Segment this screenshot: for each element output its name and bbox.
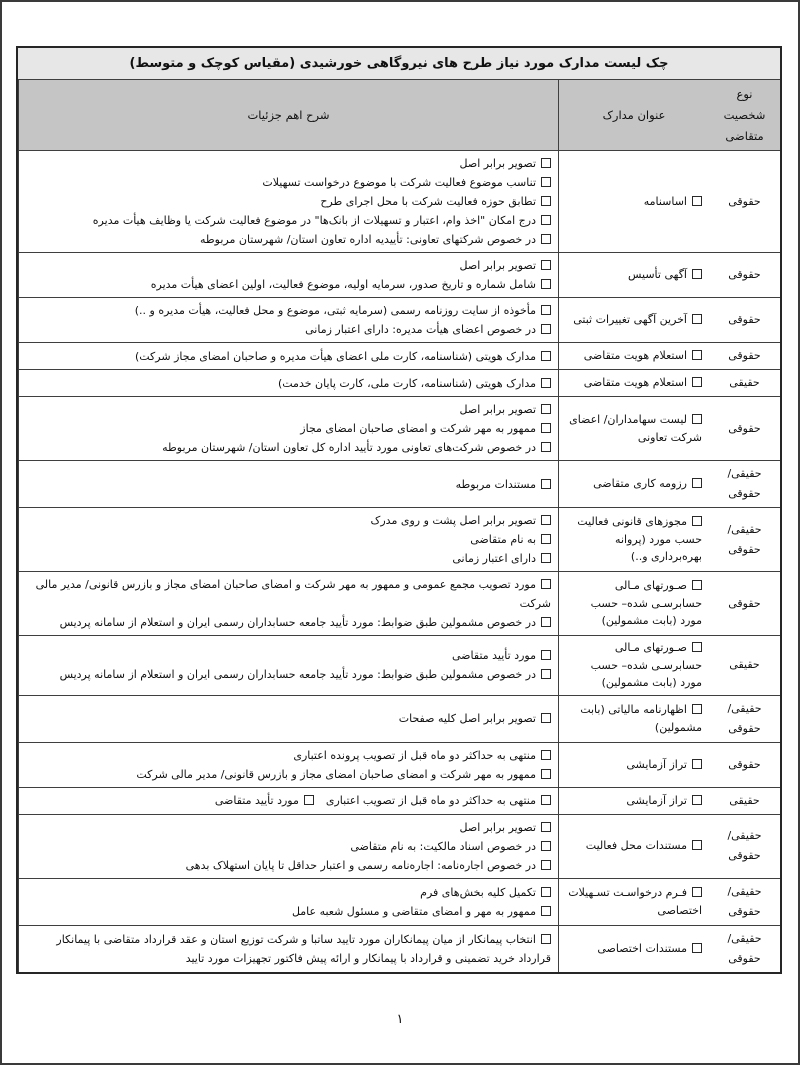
detail-line bbox=[26, 173, 551, 192]
checkbox-icon[interactable] bbox=[692, 795, 702, 805]
detail-item: تصویر برابر اصل bbox=[460, 259, 551, 272]
table-row bbox=[18, 815, 780, 879]
document-title: مجوزهای قانونی فعالیت حسب مورد (پروانه بهره‌برداری و..) bbox=[577, 515, 702, 564]
detail-item: دارای اعتبار زمانی bbox=[452, 552, 551, 565]
detail-line bbox=[26, 902, 551, 921]
table-row bbox=[18, 636, 780, 696]
applicant-type-cell: حقوقی bbox=[728, 421, 761, 435]
detail-item: در خصوص مشمولین طبق ضوابط: مورد تأیید جامعه حسابداران رسمی ایران و استعلام از سامانه پردیس bbox=[60, 668, 551, 681]
table-row bbox=[18, 926, 780, 972]
details-cell bbox=[18, 370, 558, 396]
checkbox-icon[interactable] bbox=[541, 841, 551, 851]
checkbox-icon[interactable] bbox=[541, 260, 551, 270]
page-number: ۱ bbox=[396, 1012, 404, 1027]
checkbox-icon[interactable] bbox=[541, 887, 551, 897]
checkbox-icon[interactable] bbox=[692, 759, 702, 769]
checkbox-icon[interactable] bbox=[541, 795, 551, 805]
document-title-cell bbox=[558, 788, 709, 814]
checkbox-icon[interactable] bbox=[692, 580, 702, 590]
checkbox-icon[interactable] bbox=[541, 177, 551, 187]
checkbox-icon[interactable] bbox=[541, 423, 551, 433]
detail-item: ممهور به مهر و امضای متقاضی و مسئول شعبه عامل bbox=[292, 905, 551, 918]
details-cell bbox=[18, 343, 558, 369]
checkbox-icon[interactable] bbox=[541, 515, 551, 525]
table-row bbox=[18, 298, 780, 343]
document-title-cell bbox=[558, 696, 709, 742]
details-cell bbox=[18, 397, 558, 460]
details-cell bbox=[18, 696, 558, 742]
checkbox-icon[interactable] bbox=[541, 669, 551, 679]
applicant-type-cell: حقوقی bbox=[728, 268, 761, 281]
applicant-type-cell: حقیقی bbox=[729, 658, 760, 672]
detail-item: منتهی به حداکثر دو ماه قبل از تصویب پرونده اعتباری bbox=[293, 749, 551, 762]
details-cell bbox=[18, 572, 558, 635]
header-details: شرح اهم جزئیات bbox=[18, 80, 558, 150]
header-applicant-type: نوع شخصیت متقاضی bbox=[723, 86, 766, 143]
document-title-cell bbox=[558, 151, 709, 252]
table-row bbox=[18, 743, 780, 788]
checkbox-icon[interactable] bbox=[541, 479, 551, 489]
detail-line bbox=[26, 530, 551, 549]
checkbox-icon[interactable] bbox=[541, 215, 551, 225]
detail-line bbox=[26, 211, 551, 230]
checkbox-icon[interactable] bbox=[541, 650, 551, 660]
checkbox-icon[interactable] bbox=[541, 305, 551, 315]
applicant-type-cell: حقیقی/ حقوقی bbox=[727, 829, 762, 862]
details-cell bbox=[18, 636, 558, 695]
table-title: چک لیست مدارک مورد نیاز طرح های نیروگاهی خورشیدی (مقیاس کوچک و متوسط) bbox=[18, 48, 780, 80]
detail-item: در خصوص اجاره‌نامه: اجاره‌نامه رسمی و اعتبار حداقل تا پایان استهلاک بدهی bbox=[186, 859, 551, 872]
checkbox-icon[interactable] bbox=[692, 414, 702, 424]
detail-line bbox=[26, 575, 551, 613]
checkbox-icon[interactable] bbox=[541, 234, 551, 244]
checkbox-icon[interactable] bbox=[541, 713, 551, 723]
table-row bbox=[18, 397, 780, 461]
checkbox-icon[interactable] bbox=[541, 822, 551, 832]
document-title: صـورتهای مـالی حسابرسـی شده– حسب مورد (بابت مشمولین) bbox=[590, 641, 702, 689]
document-title: لیست سهامداران/ اعضای شرکت تعاونی bbox=[569, 413, 702, 444]
document-title-cell bbox=[558, 508, 709, 571]
document-title-cell bbox=[558, 298, 709, 342]
checkbox-icon[interactable] bbox=[692, 840, 702, 850]
applicant-type-cell: حقوقی bbox=[728, 596, 761, 610]
checkbox-icon[interactable] bbox=[692, 478, 702, 488]
document-title-cell bbox=[558, 397, 709, 460]
detail-item: مورد تأیید متقاضی bbox=[215, 794, 314, 807]
detail-line bbox=[26, 709, 551, 728]
applicant-type-cell: حقیقی bbox=[729, 793, 760, 807]
detail-item: تصویر برابر اصل bbox=[460, 157, 551, 170]
checkbox-icon[interactable] bbox=[541, 196, 551, 206]
checkbox-icon[interactable] bbox=[692, 642, 702, 652]
details-cell bbox=[18, 815, 558, 878]
document-title: صـورتهای مـالی حسابرسـی شده– حسب مورد (بابت مشمولین) bbox=[590, 579, 702, 628]
table-row bbox=[18, 696, 780, 743]
detail-line bbox=[26, 475, 551, 494]
detail-item: انتخاب پیمانکار از میان پیمانکاران مورد تایید ساتبا و شرکت توزیع استان و عقد قرارداد متقاضی با پیمانکار قرارداد خرید تضمینی و قرارداد با پیمانکار و ارائه پیش فاکتور تجهیزات مورد تایید bbox=[56, 932, 551, 965]
applicant-type-cell: حقیقی/ حقوقی bbox=[727, 701, 762, 735]
detail-line bbox=[26, 883, 551, 902]
details-cell bbox=[18, 743, 558, 787]
applicant-type-cell: حقیقی bbox=[729, 376, 760, 389]
document-title-cell bbox=[558, 743, 709, 787]
document-title-cell bbox=[558, 253, 709, 297]
table-row bbox=[18, 879, 780, 926]
checkbox-icon[interactable] bbox=[541, 279, 551, 289]
checkbox-icon[interactable] bbox=[541, 553, 551, 563]
table-body bbox=[18, 151, 780, 972]
checkbox-icon[interactable] bbox=[541, 579, 551, 589]
checkbox-icon[interactable] bbox=[692, 314, 702, 324]
document-title: استعلام هویت متقاضی bbox=[566, 347, 702, 365]
details-cell bbox=[18, 151, 558, 252]
checkbox-icon[interactable] bbox=[541, 442, 551, 452]
checkbox-icon[interactable] bbox=[541, 534, 551, 544]
checkbox-icon[interactable] bbox=[541, 769, 551, 779]
detail-item: مدارک هویتی (شناسنامه، کارت ملی اعضای هیأت مدیره و صاحبان امضای مجاز شرکت) bbox=[135, 350, 551, 363]
detail-line bbox=[26, 665, 551, 684]
table-header bbox=[18, 80, 780, 151]
details-cell bbox=[18, 253, 558, 297]
table-row bbox=[18, 343, 780, 370]
detail-item: مورد تأیید متقاضی bbox=[452, 649, 551, 662]
detail-item: شامل شماره و تاریخ صدور، سرمایه اولیه، موضوع فعالیت، اولین اعضای هیأت مدیره bbox=[151, 278, 551, 291]
document-title: رزومه کاری متقاضی bbox=[566, 475, 702, 493]
table-row bbox=[18, 151, 780, 253]
detail-line bbox=[26, 419, 551, 438]
detail-item: تطابق حوزه فعالیت شرکت با محل اجرای طرح bbox=[320, 195, 551, 208]
document-title: آگهی تأسیس bbox=[566, 266, 702, 284]
checkbox-icon[interactable] bbox=[692, 377, 702, 387]
checkbox-icon[interactable] bbox=[692, 887, 702, 897]
document-title: استعلام هویت متقاضی bbox=[566, 374, 702, 392]
applicant-type-cell: حقوقی bbox=[728, 194, 761, 208]
applicant-type-cell: حقوقی bbox=[728, 313, 761, 326]
document-title: مستندات اختصاصی bbox=[566, 940, 702, 958]
detail-line bbox=[26, 374, 551, 393]
detail-line bbox=[26, 400, 551, 419]
table-row bbox=[18, 253, 780, 298]
detail-item: در خصوص اعضای هیأت مدیره: دارای اعتبار زمانی bbox=[305, 323, 551, 336]
document-title-cell bbox=[558, 461, 709, 507]
checkbox-icon[interactable] bbox=[541, 351, 551, 361]
detail-item: در خصوص شرکت‌های تعاونی مورد تأیید اداره کل تعاون استان/ شهرستان مربوطه bbox=[162, 441, 551, 454]
document-title-cell bbox=[558, 815, 709, 878]
detail-line bbox=[26, 765, 551, 784]
detail-line bbox=[26, 746, 551, 765]
detail-item: در خصوص اسناد مالکیت: به نام متقاضی bbox=[350, 840, 551, 853]
table-row bbox=[18, 461, 780, 508]
detail-line bbox=[26, 791, 551, 810]
detail-item: ممهور به مهر شرکت و امضای صاحبان امضای مجاز و بازرس قانونی/ مدیر مالی شرکت bbox=[136, 768, 551, 781]
detail-line bbox=[26, 837, 551, 856]
document-title: آخرین آگهی تغییرات ثبتی bbox=[566, 311, 702, 329]
detail-line bbox=[26, 347, 551, 366]
applicant-type-cell: حقیقی/ حقوقی bbox=[727, 467, 762, 500]
detail-item: ممهور به مهر شرکت و امضای صاحبان امضای مجاز bbox=[300, 422, 551, 435]
checkbox-icon[interactable] bbox=[692, 269, 702, 279]
table-row bbox=[18, 572, 780, 636]
document-title-cell bbox=[558, 926, 709, 972]
applicant-type-cell: حقوقی bbox=[728, 349, 761, 362]
applicant-type-cell: حقوقی bbox=[728, 757, 761, 771]
detail-line bbox=[26, 438, 551, 457]
detail-line bbox=[26, 856, 551, 875]
document-title: تراز آزمایشی bbox=[566, 792, 702, 810]
detail-line bbox=[26, 613, 551, 632]
detail-item: منتهی به حداکثر دو ماه قبل از تصویب اعتباری bbox=[326, 794, 551, 807]
details-cell bbox=[18, 298, 558, 342]
table-row bbox=[18, 788, 780, 815]
details-cell bbox=[18, 879, 558, 925]
checkbox-icon[interactable] bbox=[541, 378, 551, 388]
checkbox-icon[interactable] bbox=[541, 934, 551, 944]
checkbox-icon[interactable] bbox=[541, 750, 551, 760]
checkbox-icon[interactable] bbox=[541, 860, 551, 870]
document-title: مستندات محل فعالیت bbox=[566, 837, 702, 855]
document-title: اساسنامه bbox=[566, 193, 702, 211]
document-title-cell bbox=[558, 370, 709, 396]
detail-line bbox=[26, 549, 551, 568]
detail-line bbox=[26, 192, 551, 211]
detail-item: تصویر برابر اصل پشت و روی مدرک bbox=[371, 514, 551, 527]
document-title-cell bbox=[558, 343, 709, 369]
checkbox-icon[interactable] bbox=[692, 943, 702, 953]
detail-line bbox=[26, 930, 551, 968]
detail-line bbox=[26, 275, 551, 294]
detail-item: تناسب موضوع فعالیت شرکت با موضوع درخواست تسهیلات bbox=[262, 176, 551, 189]
details-cell bbox=[18, 926, 558, 972]
checkbox-icon[interactable] bbox=[541, 906, 551, 916]
detail-line bbox=[26, 646, 551, 665]
document-title: تراز آزمایشی bbox=[566, 756, 702, 774]
applicant-type-cell: حقیقی/ حقوقی bbox=[727, 931, 762, 965]
details-cell bbox=[18, 508, 558, 571]
details-cell bbox=[18, 461, 558, 507]
document-title-cell bbox=[558, 572, 709, 635]
document-title: فـرم درخواسـت تسـهیلات اختصاصی bbox=[568, 886, 702, 917]
header-document-title: عنوان مدارک bbox=[558, 80, 709, 150]
document-title-cell bbox=[558, 636, 709, 695]
detail-item: تصویر برابر اصل bbox=[460, 821, 551, 834]
detail-line bbox=[26, 818, 551, 837]
detail-item: مدارک هویتی (شناسنامه، کارت ملی، کارت پایان خدمت) bbox=[278, 377, 551, 390]
table-row bbox=[18, 370, 780, 397]
checklist-table bbox=[16, 46, 782, 974]
checkbox-icon[interactable] bbox=[304, 795, 314, 805]
applicant-type-cell: حقیقی/ حقوقی bbox=[727, 522, 762, 556]
detail-item: به نام متقاضی bbox=[470, 533, 551, 546]
detail-item: در خصوص شرکتهای تعاونی: تأییدیه اداره تعاون استان/ شهرستان مربوطه bbox=[200, 233, 551, 246]
checkbox-icon[interactable] bbox=[541, 617, 551, 627]
detail-line bbox=[26, 230, 551, 249]
detail-line bbox=[26, 301, 551, 320]
checkbox-icon[interactable] bbox=[692, 350, 702, 360]
detail-item: تصویر برابر اصل کلیه صفحات bbox=[399, 712, 551, 725]
checkbox-icon[interactable] bbox=[541, 324, 551, 334]
detail-line bbox=[26, 320, 551, 339]
detail-item: درج امکان "اخذ وام، اعتبار و تسهیلات از بانک‌ها" در موضوع فعالیت شرکت یا وظایف هیأت مدیره bbox=[93, 214, 551, 227]
checkbox-icon[interactable] bbox=[692, 516, 702, 526]
detail-item: مورد تصویب مجمع عمومی و ممهور به مهر شرکت و امضای صاحبان امضای مجاز و بازرس قانونی/ مدیر مالی شرکت bbox=[35, 578, 551, 610]
detail-line bbox=[26, 256, 551, 275]
applicant-type-cell: حقیقی/ حقوقی bbox=[727, 884, 762, 918]
checkbox-icon[interactable] bbox=[692, 196, 702, 206]
detail-item: تکمیل کلیه بخش‌های فرم bbox=[420, 886, 551, 899]
detail-line bbox=[26, 511, 551, 530]
document-title: اظهارنامه مالیاتی (بابت مشمولین) bbox=[580, 703, 702, 734]
detail-item: در خصوص مشمولین طبق ضوابط: مورد تأیید جامعه حسابداران رسمی ایران و استعلام از سامانه پردیس bbox=[60, 616, 551, 629]
detail-item: تصویر برابر اصل bbox=[460, 403, 551, 416]
document-title-cell bbox=[558, 879, 709, 925]
detail-line bbox=[26, 154, 551, 173]
detail-item: مستندات مربوطه bbox=[456, 478, 551, 491]
detail-item: مأخوذه از سایت روزنامه رسمی (سرمایه ثبتی، موضوع و محل فعالیت، هیأت مدیره و ..) bbox=[135, 304, 551, 317]
checkbox-icon[interactable] bbox=[541, 404, 551, 414]
checkbox-icon[interactable] bbox=[692, 704, 702, 714]
table-row bbox=[18, 508, 780, 572]
details-cell bbox=[18, 788, 558, 814]
checkbox-icon[interactable] bbox=[541, 158, 551, 168]
